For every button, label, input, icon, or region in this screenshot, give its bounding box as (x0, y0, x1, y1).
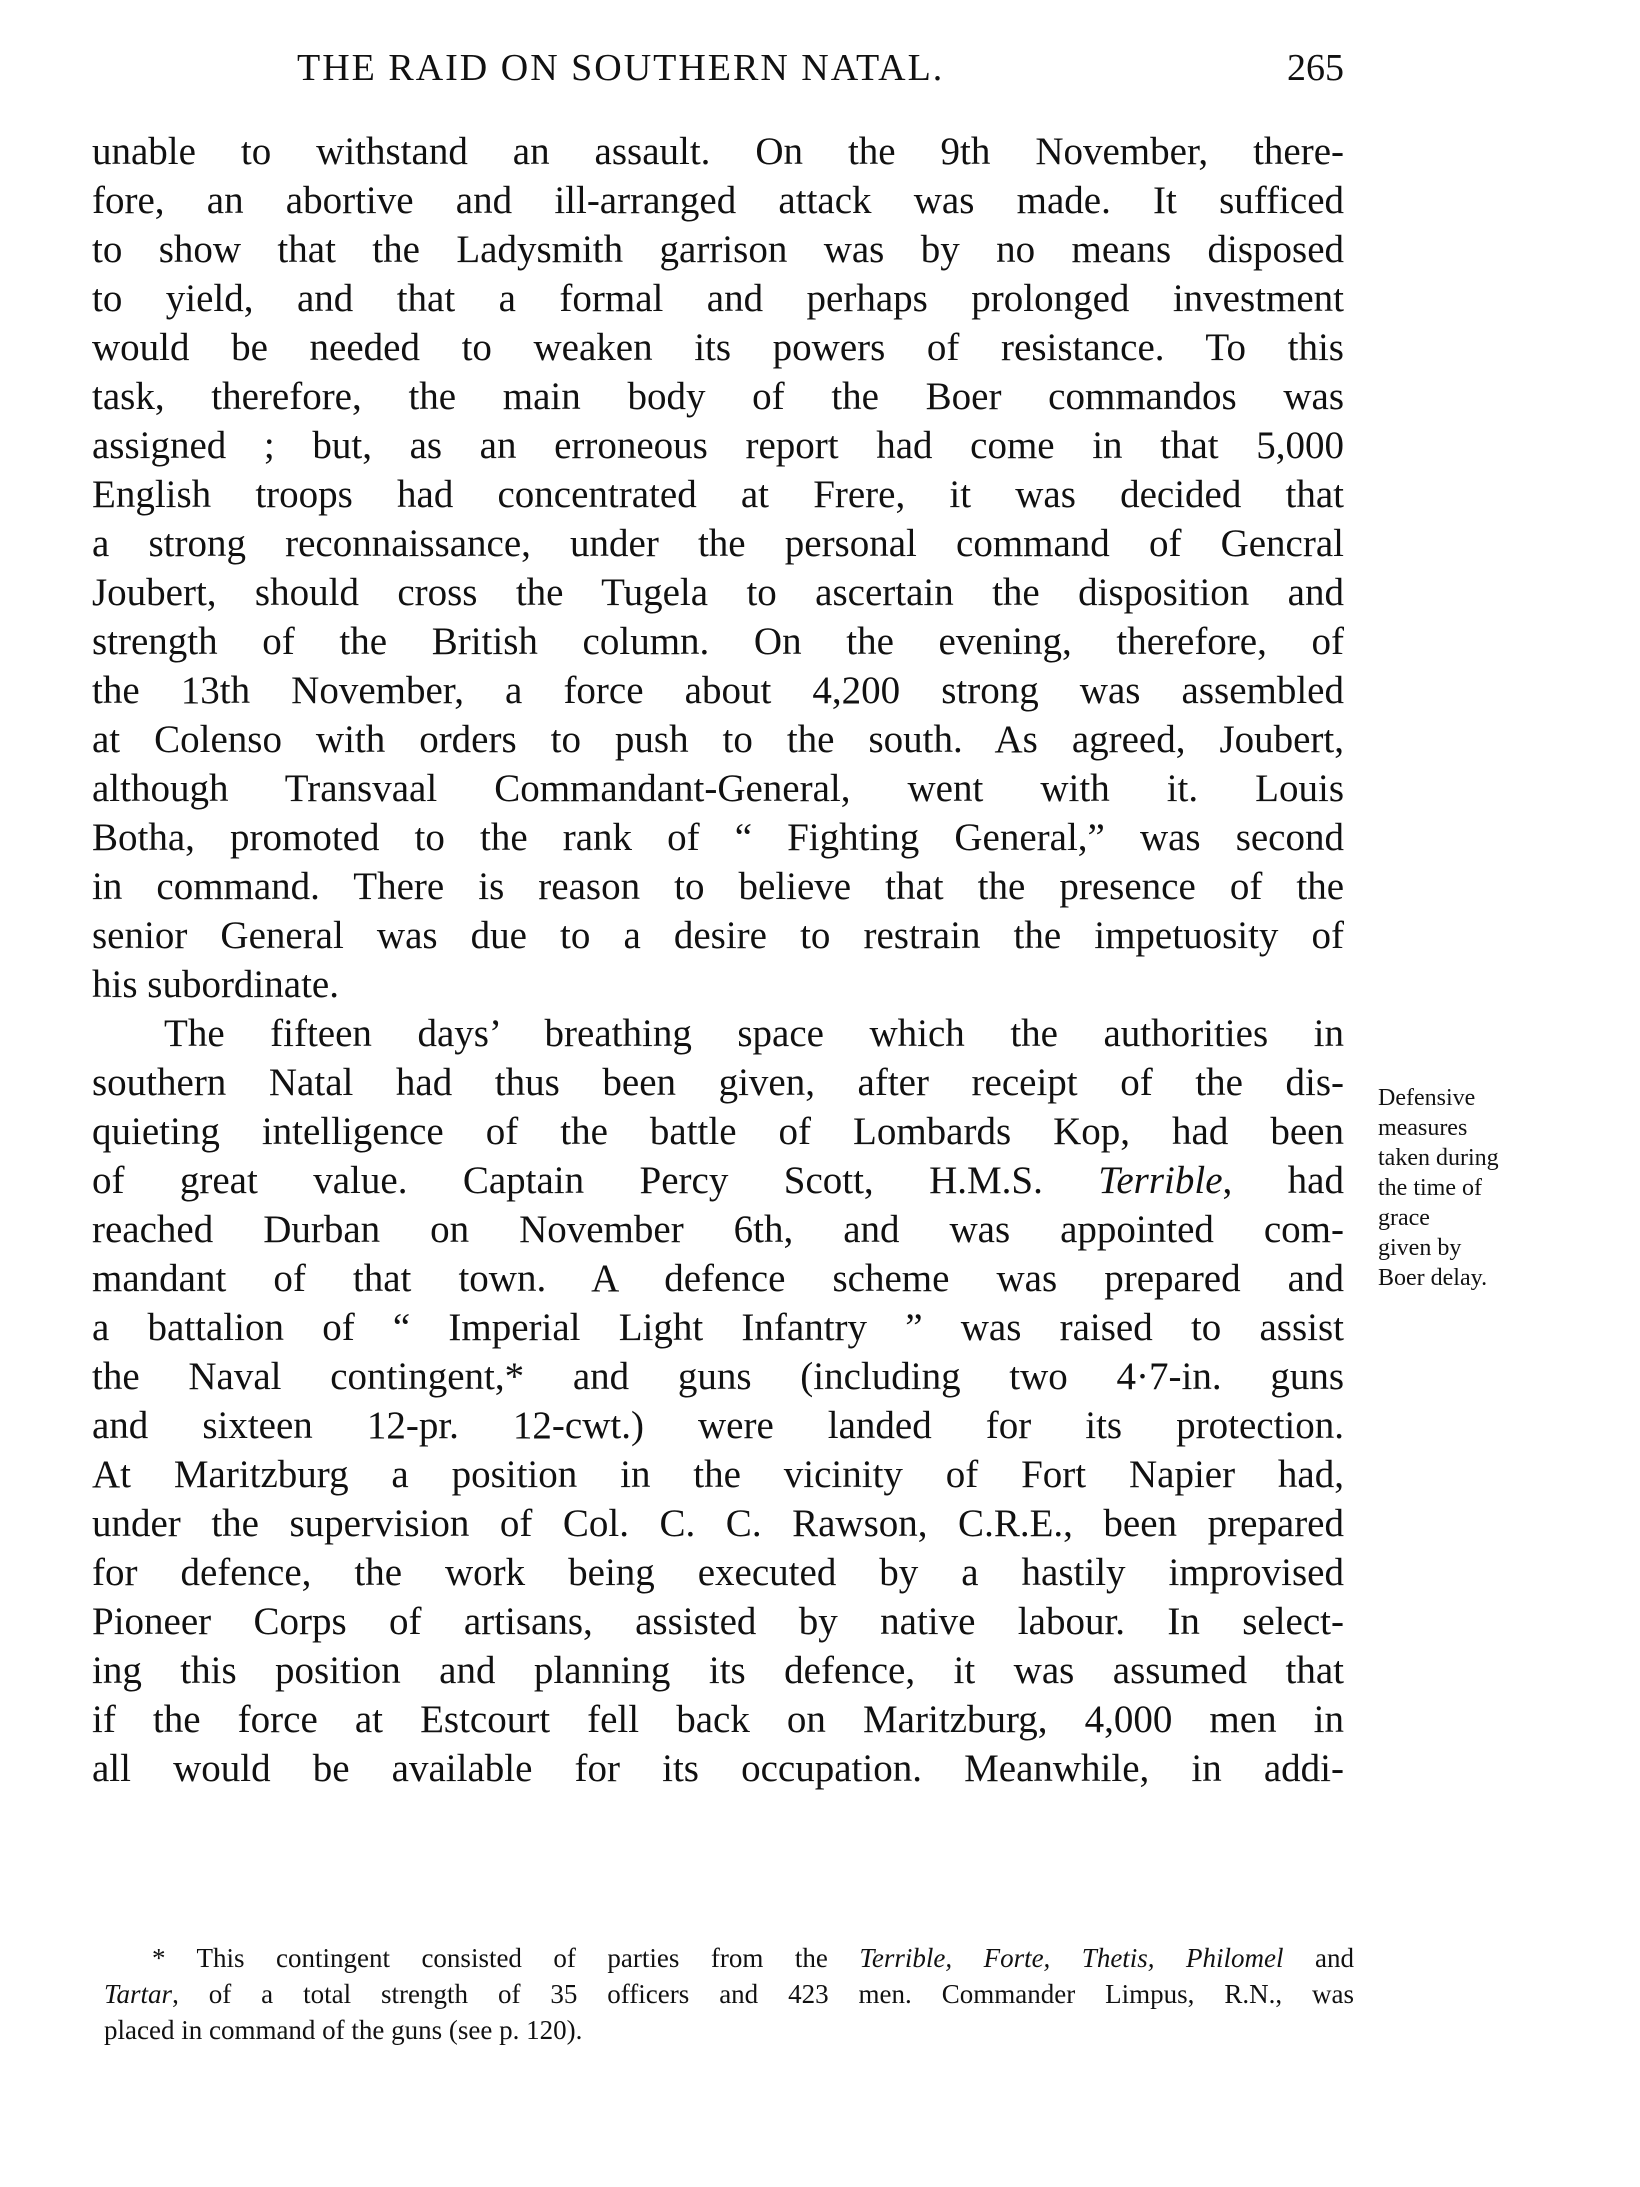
text-line: English troops had concentrated at Frere, it was decided that (92, 473, 1344, 516)
text-line: although Transvaal Commandant-General, went with it. Louis (92, 767, 1344, 810)
margin-note-line: given by (1378, 1235, 1462, 1261)
text-line: the 13th November, a force about 4,200 strong was assembled (92, 669, 1344, 712)
body-text (92, 127, 1344, 1793)
text-line: Pioneer Corps of artisans, assisted by native labour. In select- (92, 1600, 1344, 1643)
text-line: a battalion of “ Imperial Light Infantry ” was raised to assist (92, 1306, 1344, 1349)
margin-note (1378, 1083, 1608, 1293)
text-line: senior General was due to a desire to restrain the impetuosity of (92, 914, 1344, 957)
text-line: a strong reconnaissance, under the personal command of Gencral (92, 522, 1344, 565)
text-line: at Colenso with orders to push to the south. As agreed, Joubert, (92, 718, 1344, 761)
footnote-line (104, 1976, 1354, 2012)
text-line: fore, an abortive and ill-arranged attack was made. It sufficed (92, 179, 1344, 222)
text-line: to yield, and that a formal and perhaps prolonged investment (92, 277, 1344, 320)
footnote-line (104, 1940, 1354, 1976)
text-line: unable to withstand an assault. On the 9th November, there- (92, 130, 1344, 173)
footnote (104, 1940, 1354, 2048)
text-span: , had (1222, 1159, 1344, 1202)
text-line: strength of the British column. On the evening, therefore, of (92, 620, 1344, 663)
text-line: assigned ; but, as an erroneous report had come in that 5,000 (92, 424, 1344, 467)
text-line: southern Natal had thus been given, after receipt of the dis- (92, 1061, 1344, 1104)
ship-name-italic: Tartar (104, 1979, 173, 2009)
text-line: to show that the Ladysmith garrison was by no means disposed (92, 228, 1344, 271)
text-span: of great value. Captain Percy Scott, H.M.S. (92, 1159, 1099, 1202)
text-line: reached Durban on November 6th, and was appointed com- (92, 1208, 1344, 1251)
margin-note-line: Defensive (1378, 1085, 1476, 1111)
margin-note-line: the time of (1378, 1175, 1482, 1201)
text-line: mandant of that town. A defence scheme was prepared and (92, 1257, 1344, 1300)
text-span: * This contingent consisted of parties from the (152, 1943, 860, 1973)
page-number: 265 (1287, 47, 1344, 89)
chapter-title: THE RAID ON SOUTHERN NATAL. (297, 47, 945, 89)
paragraph-start-line: The fifteen days’ breathing space which the authorities in (164, 1012, 1344, 1055)
text-line-with-italic (92, 1156, 1344, 1205)
text-line: the Naval contingent,* and guns (including two 4·7-in. guns (92, 1355, 1344, 1398)
text-line: quieting intelligence of the battle of Lombards Kop, had been (92, 1110, 1344, 1153)
text-line: if the force at Estcourt fell back on Maritzburg, 4,000 men in (92, 1698, 1344, 1741)
text-line: At Maritzburg a position in the vicinity of Fort Napier had, (92, 1453, 1344, 1496)
text-line: in command. There is reason to believe that the presence of the (92, 865, 1344, 908)
margin-note-line: grace (1378, 1205, 1430, 1231)
text-line: and sixteen 12-pr. 12-cwt.) were landed for its protection. (92, 1404, 1344, 1447)
text-line: under the supervision of Col. C. C. Rawson, C.R.E., been prepared (92, 1502, 1344, 1545)
text-line: would be needed to weaken its powers of resistance. To this (92, 326, 1344, 369)
ship-names-italic: Terrible, Forte, Thetis, Philomel (859, 1943, 1284, 1973)
text-line: task, therefore, the main body of the Boer commandos was (92, 375, 1344, 418)
text-line: Botha, promoted to the rank of “ Fighting General,” was second (92, 816, 1344, 859)
text-line: ing this position and planning its defence, it was assumed that (92, 1649, 1344, 1692)
margin-note-line: measures (1378, 1115, 1468, 1141)
text-line: all would be available for its occupation. Meanwhile, in addi- (92, 1747, 1344, 1790)
text-line: for defence, the work being executed by a hastily improvised (92, 1551, 1344, 1594)
text-span: and (1283, 1943, 1355, 1973)
running-head (92, 40, 1344, 100)
text-line: Joubert, should cross the Tugela to ascertain the disposition and (92, 571, 1344, 614)
ship-name-italic: Terrible (1098, 1159, 1223, 1202)
text-span: , of a total strength of 35 officers and 423 men. Commander Limpus, R.N., was (172, 1979, 1354, 2009)
margin-note-line: Boer delay. (1378, 1265, 1488, 1291)
text-line: his subordinate. (92, 963, 339, 1006)
footnote-line: placed in command of the guns (see p. 120). (104, 2015, 583, 2045)
margin-note-line: taken during (1378, 1145, 1499, 1171)
